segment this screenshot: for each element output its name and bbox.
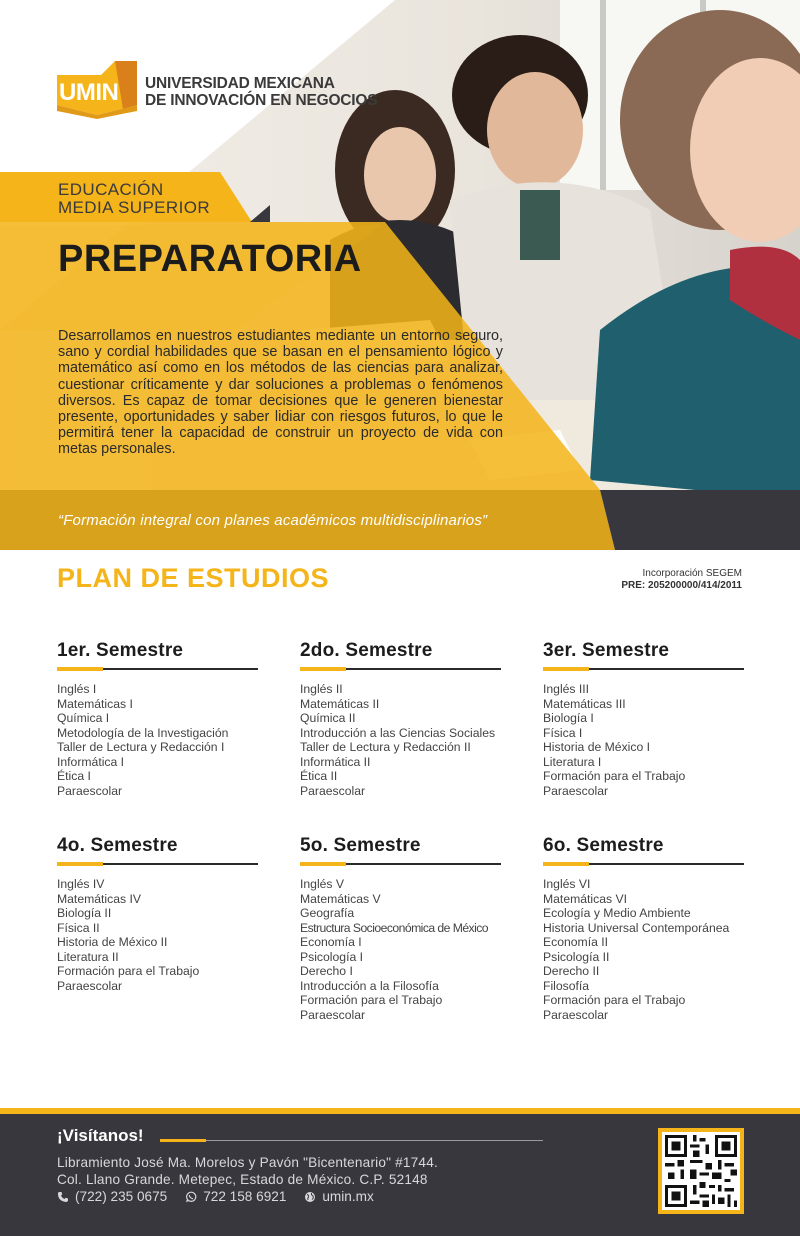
subject-list [57,877,258,993]
subject-item: Psicología I [300,949,364,964]
subject-item: Geografía [300,906,355,920]
qr-code-icon [662,1132,740,1210]
program-level-line2: MEDIA SUPERIOR [58,198,211,217]
subject-item: Taller de Lectura y Redacción I [57,740,225,754]
subject-item: Ética I [57,769,91,783]
subject-item: Paraescolar [543,783,609,798]
university-name-line2: DE INNOVACIÓN EN NEGOCIOS [145,92,378,109]
subject-item: Matemáticas IV [57,891,141,906]
subject-item: Informática II [300,754,371,769]
subject-item: Paraescolar [300,1007,366,1022]
incorporation-info [621,568,742,592]
subject-item: Formación para el Trabajo [300,993,443,1007]
semester-1 [57,640,258,798]
subject-item: Introducción a las Ciencias Sociales [300,725,496,740]
subject-item: Física I [543,725,583,740]
hero-section [0,0,800,550]
plan-title: PLAN DE ESTUDIOS [57,563,330,593]
program-level [58,181,210,217]
semester-5 [300,835,501,1022]
subject-item: Física II [57,920,100,935]
subject-item: Economía I [300,935,362,949]
subject-item: Taller de Lectura y Redacción II [300,740,471,754]
subject-item: Inglés VI [543,877,591,891]
phone-icon [57,1191,69,1203]
subject-item: Historia de México I [543,740,651,754]
program-description: Desarrollamos en nuestros estudiantes mediante un entorno seguro, sano y cordial habilidades que se basan en el pensamiento lógico y matemático así como en los métodos de las ciencias para analizar, cuestionar críticamente y dar soluciones a problemas o fenómenos diversos. Es capaz de tomar decisiones que le generen bienestar presente, oportunidades y saber lidiar con riesgos futuros, lo que le permitirá tener la capacidad de construir un proyecto de vida con metas personales. [58,328,503,458]
subject-list [300,877,501,1022]
subject-item: Formación para el Trabajo [543,769,686,783]
incorporation-code: PRE: 205200000/414/2011 [621,580,742,591]
globe-icon [304,1191,316,1203]
subject-item: Paraescolar [300,783,366,798]
semester-divider [300,668,501,670]
subject-item: Introducción a la Filosofía [300,978,439,993]
address-line2: Col. Llano Grande. Metepec, Estado de México. C.P. 52148 [57,1172,428,1187]
subject-item: Estructura Socioeconómica de México [300,920,489,935]
subject-item: Química I [57,711,110,725]
semester-title: 6o. Semestre [543,835,664,856]
semester-divider [300,863,501,865]
semester-title: 2do. Semestre [300,640,433,661]
subject-item: Paraescolar [57,978,123,993]
subject-item: Inglés I [57,682,97,696]
subject-item: Inglés V [300,877,345,891]
subject-item: Inglés II [300,682,343,696]
logo-wordmark: UMIN [59,79,119,106]
subject-item: Paraescolar [543,1007,609,1022]
subject-list [57,682,258,798]
semester-title: 5o. Semestre [300,835,421,856]
subject-item: Matemáticas V [300,891,381,906]
umin-logo-mark [57,57,137,119]
subject-item: Matemáticas I [57,696,133,711]
whatsapp-number: 722 158 6921 [203,1189,287,1204]
program-quote: “Formación integral con planes académicos multidisciplinarios” [58,512,488,529]
subject-item: Biología I [543,711,594,725]
subject-item: Inglés III [543,682,590,696]
subject-item: Literatura II [57,949,119,964]
subject-item: Matemáticas III [543,696,626,711]
semester-6 [543,835,744,1022]
whatsapp-icon [185,1191,197,1203]
subject-item: Matemáticas II [300,696,380,711]
subject-item: Matemáticas VI [543,891,627,906]
subject-item: Inglés IV [57,877,105,891]
subject-item: Informática I [57,754,125,769]
subject-item: Paraescolar [57,783,123,798]
semester-divider [57,668,258,670]
subject-list [543,682,744,798]
website-link[interactable] [304,1189,373,1204]
subject-item: Economía II [543,935,609,949]
subject-item: Psicología II [543,949,610,964]
phone-number: (722) 235 0675 [75,1189,168,1204]
address-line1: Libramiento José Ma. Morelos y Pavón "Bicentenario" #1744. [57,1155,438,1170]
subject-item: Derecho I [300,964,353,978]
program-level-line1: EDUCACIÓN [58,180,164,199]
subject-list [300,682,501,798]
semester-4 [57,835,258,993]
phone-link[interactable] [57,1189,167,1204]
subject-item: Ética II [300,769,338,783]
subject-item: Historia Universal Contemporánea [543,920,730,935]
semester-title: 4o. Semestre [57,835,178,856]
subject-item: Derecho II [543,964,600,978]
website-url: umin.mx [322,1189,374,1204]
qr-code[interactable] [658,1128,744,1214]
contact-row [57,1189,374,1204]
semester-title: 3er. Semestre [543,640,670,661]
footer [0,1108,800,1236]
subject-item: Filosofía [543,978,590,993]
subject-item: Biología II [57,906,112,920]
incorporation-label: Incorporación SEGEM [642,568,742,579]
semester-3 [543,640,744,798]
subject-list [543,877,744,1022]
footer-accent-stripe [0,1108,800,1114]
visit-divider [160,1140,543,1141]
subject-item: Formación para el Trabajo [57,964,200,978]
subject-item: Historia de México II [57,935,168,949]
subject-item: Química II [300,711,356,725]
university-name [145,75,377,109]
subject-item: Metodología de la Investigación [57,725,229,740]
visit-heading: ¡Visítanos! [57,1126,144,1145]
university-name-line1: UNIVERSIDAD MEXICANA [145,75,335,92]
subject-item: Literatura I [543,754,602,769]
semester-divider [57,863,258,865]
whatsapp-link[interactable] [185,1189,286,1204]
semester-divider [543,863,744,865]
subject-item: Formación para el Trabajo [543,993,686,1007]
program-title: PREPARATORIA [58,238,362,280]
semester-2 [300,640,501,798]
umin-logo[interactable] [57,57,377,119]
campus-address [57,1154,438,1188]
subject-item: Ecología y Medio Ambiente [543,906,691,920]
semester-divider [543,668,744,670]
semester-title: 1er. Semestre [57,640,184,661]
